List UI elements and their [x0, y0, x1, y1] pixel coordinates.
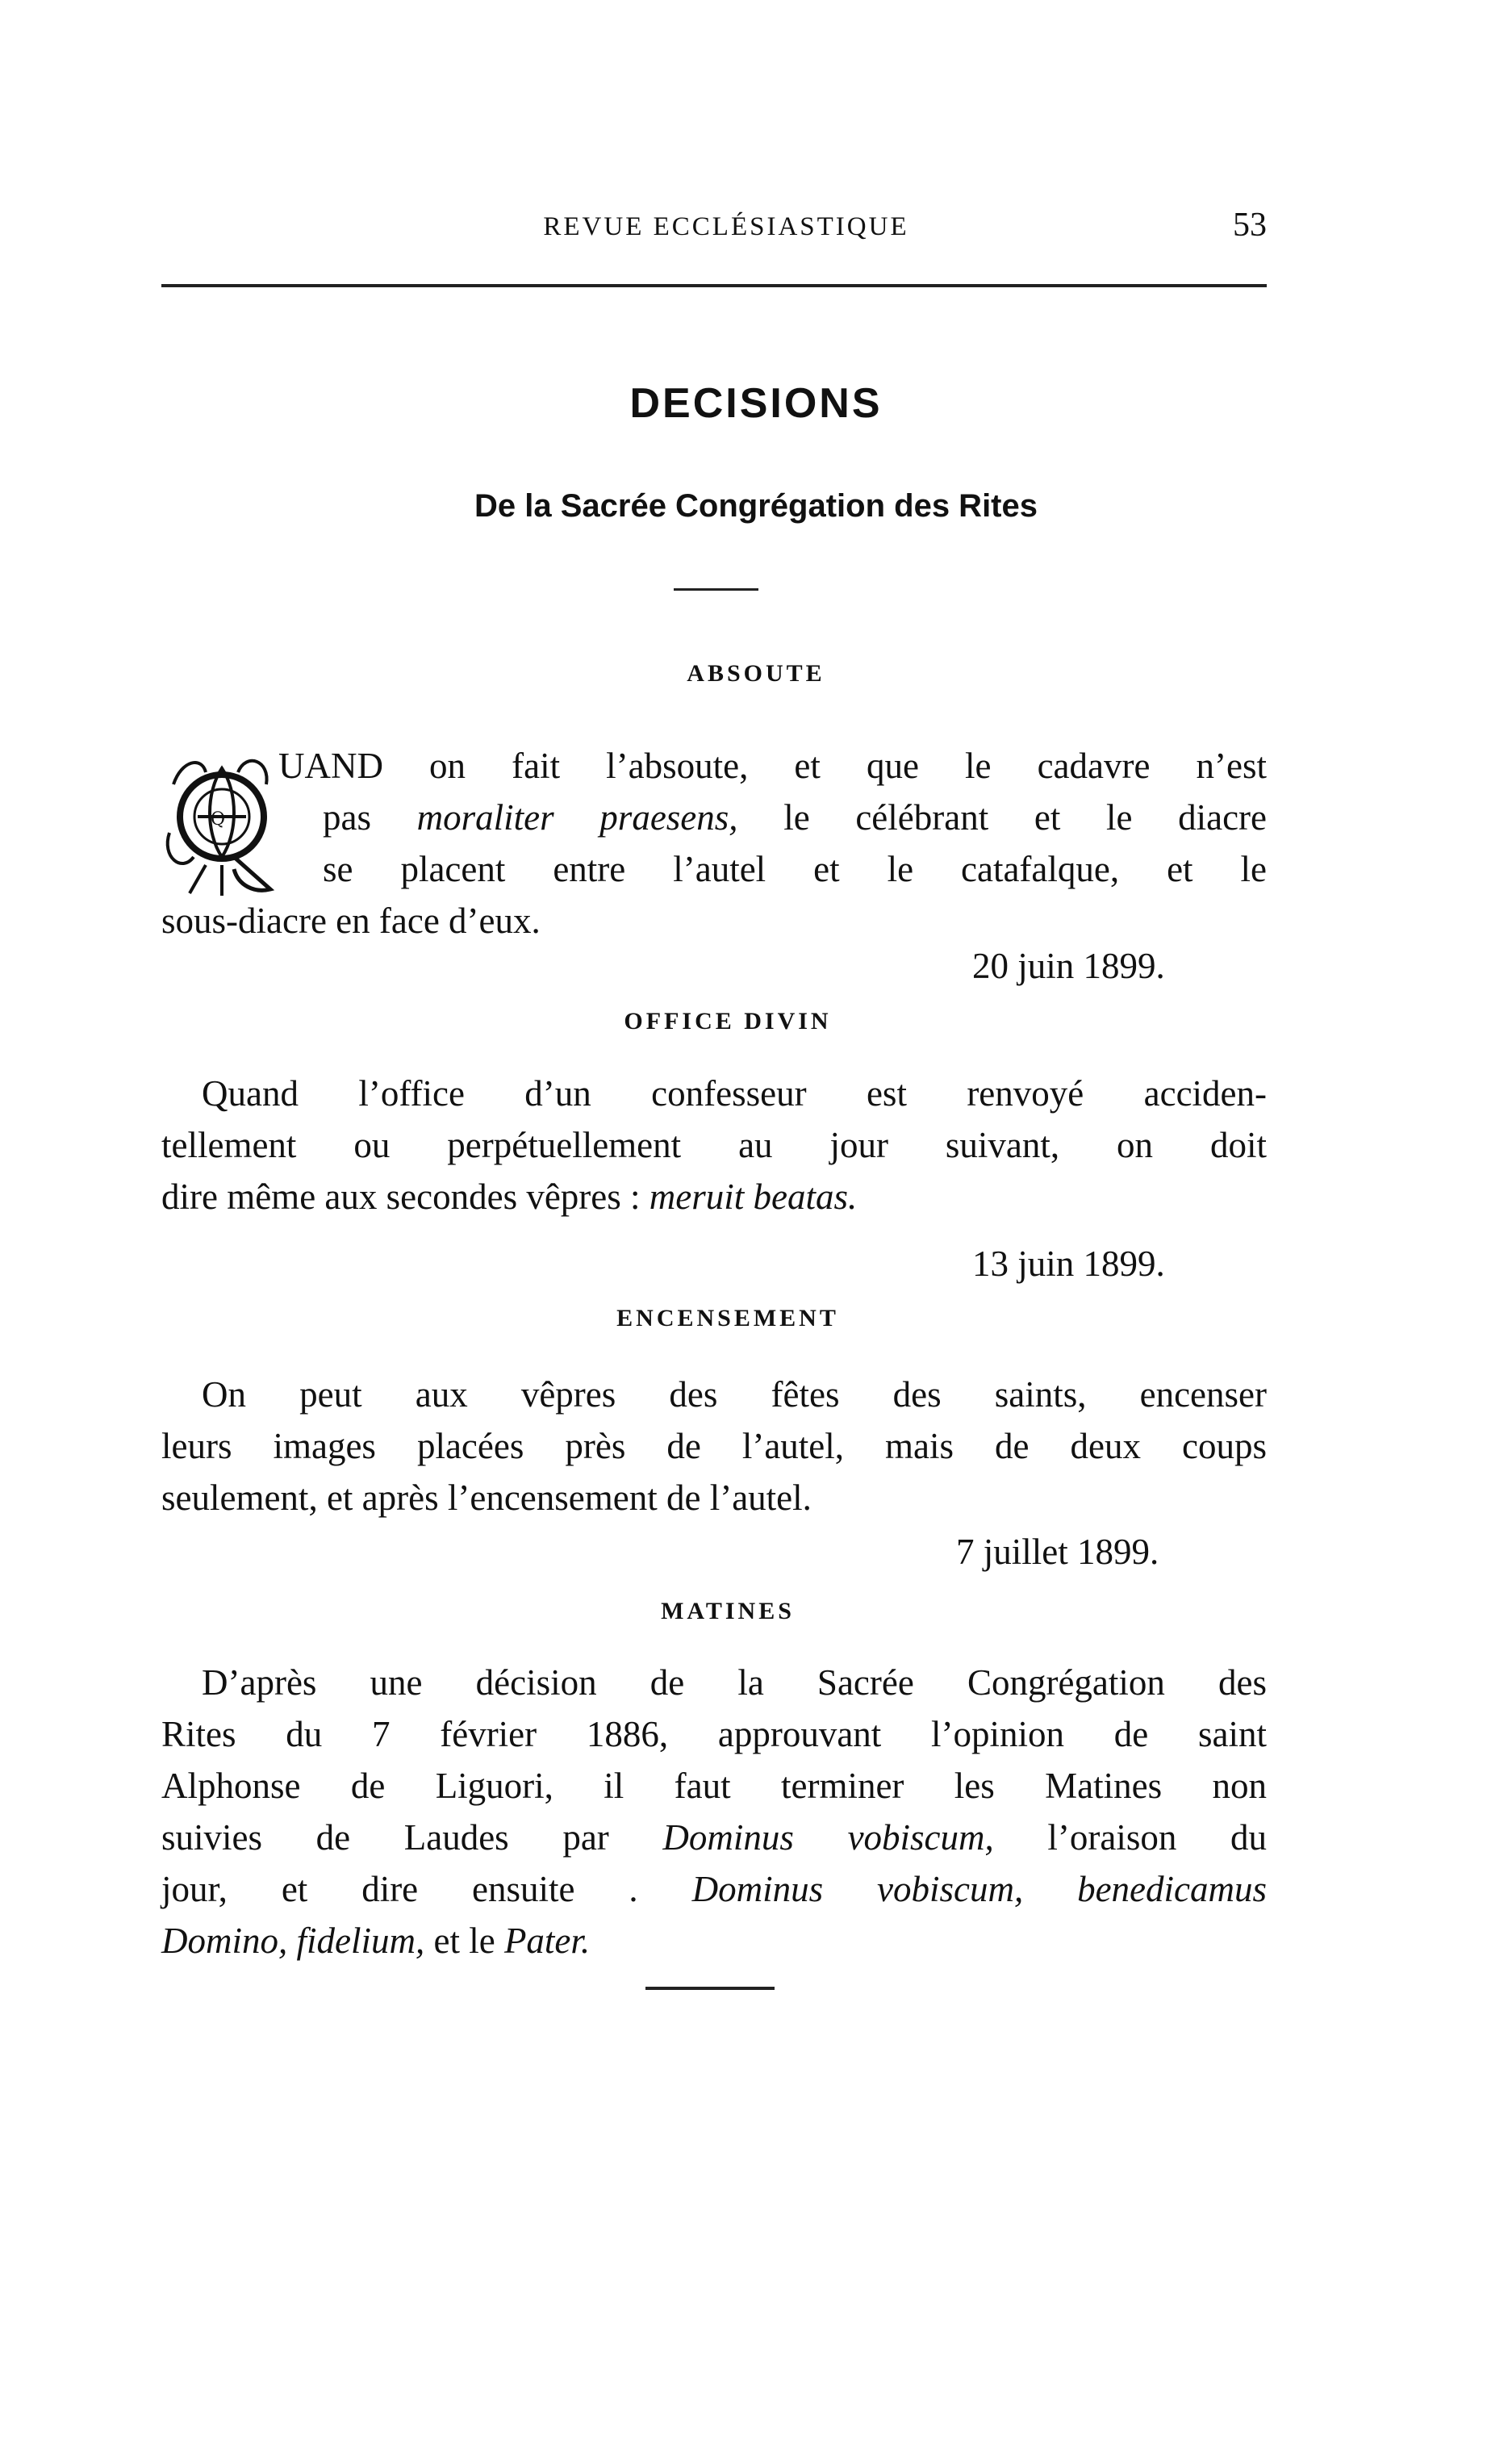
latin-term: moraliter praesens, [416, 797, 738, 838]
page-title: DECISIONS [629, 380, 883, 427]
text-line: tellement ou perpétuellement au jour suivant, on doit [161, 1125, 1267, 1165]
title-rule [674, 588, 758, 591]
text-line: jour, et dire ensuite . Dominus vobiscum, benedicamus [161, 1869, 1268, 1909]
text-line: Quand l’office d’un confesseur est renvoyé acciden- [202, 1073, 1267, 1114]
end-rule [645, 1987, 775, 1990]
header-rule [161, 284, 1267, 287]
text-line: Rites du 7 février 1886, approuvant l’opinion de saint [161, 1714, 1267, 1754]
text-line: Alphonse de Liguori, il faut terminer les Matines non [161, 1766, 1267, 1806]
text-line: Domino, fidelium, et le Pater. [161, 1921, 591, 1961]
drop-cap-ornament [157, 736, 278, 897]
text-line: D’après une décision de la Sacrée Congrégation des [202, 1662, 1267, 1703]
decision-date: 13 juin 1899. [972, 1244, 1165, 1284]
text-line: se placent entre l’autel et le catafalque, et le [323, 849, 1267, 889]
text-line: pas moraliter praesens, le célébrant et le diacre [323, 797, 1268, 838]
section-heading-absoute: ABSOUTE [687, 660, 825, 687]
text-line: leurs images placées près de l’autel, mais de deux coups [161, 1426, 1267, 1466]
text-line: On peut aux vêpres des fêtes des saints, encenser [202, 1374, 1267, 1415]
encensement-paragraph [161, 1369, 1267, 1524]
latin-term: Domino, fidelium, [161, 1921, 425, 1961]
text-line: sous-diacre en face d’eux. [161, 901, 541, 941]
section-heading-matines: MATINES [661, 1598, 795, 1624]
text-line: UAND on fait l’absoute, et que le cadavre n’est [278, 746, 1267, 786]
running-title: REVUE ECCLÉSIASTIQUE [543, 212, 909, 241]
latin-term: Pater. [503, 1921, 591, 1961]
absoute-paragraph [278, 740, 1267, 895]
text-line: dire même aux secondes vêpres : meruit beatas. [161, 1177, 858, 1217]
decision-date: 20 juin 1899. [972, 946, 1165, 986]
matines-paragraph [161, 1657, 1267, 1967]
latin-term: Dominus vobiscum, benedicamus [691, 1869, 1268, 1909]
text-line: suivies de Laudes par Dominus vobiscum, l’oraison du [161, 1817, 1268, 1858]
drop-cap-q-icon [157, 736, 278, 897]
section-heading-office-divin: OFFICE DIVIN [624, 1008, 832, 1035]
office-divin-paragraph [161, 1068, 1267, 1223]
decision-date: 7 juillet 1899. [956, 1532, 1159, 1572]
page-subtitle: De la Sacrée Congrégation des Rites [474, 488, 1038, 524]
absoute-paragraph-end [161, 895, 1267, 947]
text-line: seulement, et après l’encensement de l’autel. [161, 1478, 812, 1518]
section-heading-encensement: ENCENSEMENT [616, 1305, 839, 1331]
latin-term: meruit beatas. [649, 1177, 858, 1217]
page-number: 53 [1233, 207, 1267, 244]
latin-term: Dominus vobiscum, [662, 1817, 994, 1858]
drop-cap-letter: Q [210, 809, 226, 830]
running-head [161, 206, 1267, 254]
